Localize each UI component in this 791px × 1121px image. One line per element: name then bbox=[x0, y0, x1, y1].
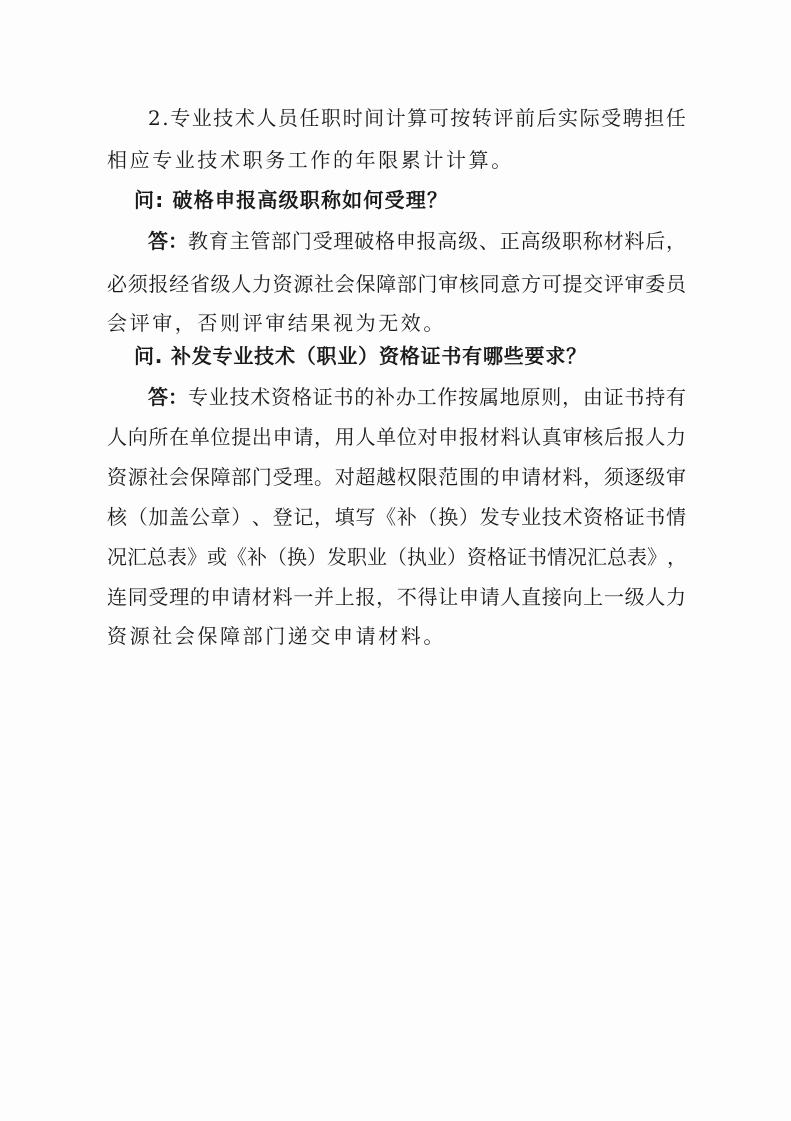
answer-2-line6: 连 同 受 理 的 申 请 材 料 一 并 上 报 ， 不 得 让 申 请 人 直 接 向 上 一 级 人 力 bbox=[107, 585, 686, 609]
answer-1-line3: 会评审，否则评审结果视为无效。 bbox=[107, 311, 446, 335]
answer-2-label: 答： bbox=[148, 385, 188, 409]
answer-2-line3: 资 源 社 会 保 障 部 门 受 理 。 对 超 越 权 限 范 围 的 申 请 材 料 ， 须 逐 级 审 bbox=[107, 465, 686, 489]
answer-2-line1: 专 业 技 术 资 格 证 书 的 补 办 工 作 按 属 地 原 则 ， 由 证 书 持 有 bbox=[188, 385, 686, 409]
answer-2-line7: 资源社会保障部门递交申请材料。 bbox=[107, 624, 446, 648]
answer-1-line2: 必 须 报 经 省 级 人 力 资 源 社 会 保 障 部 门 审 核 同 意 方 可 提 交 评 审 委 员 bbox=[107, 272, 686, 296]
question-2: 问. 补发专业技术（职业）资格证书有哪些要求？ bbox=[134, 344, 587, 368]
answer-2-line1-row bbox=[148, 383, 686, 411]
answer-1-line1: 教 育 主 管 部 门 受 理 破 格 申 报 高 级 、 正 高 级 职 称 材 料 后 ， bbox=[188, 229, 686, 253]
item2-line1: 2 . 专 业 技 术 人 员 任 职 时 间 计 算 可 按 转 评 前 后 实 际 受 聘 担 任 bbox=[148, 106, 686, 130]
answer-1-label: 答： bbox=[148, 229, 188, 253]
item2-line2: 相应专业技术职务工作的年限累计计算。 bbox=[107, 148, 514, 172]
answer-2-line5: 况 汇 总 表 》 或 《 补 （ 换 ） 发 职 业 （ 执 业 ） 资 格 证 书 情 况 汇 总 表 》 ， bbox=[107, 545, 687, 569]
answer-2-line2: 人 向 所 在 单 位 提 出 申 请 ， 用 人 单 位 对 申 报 材 料 认 真 审 核 后 报 人 力 bbox=[107, 425, 686, 449]
question-1: 问: 破格申报高级职称如何受理？ bbox=[134, 188, 449, 212]
answer-1-line1-row bbox=[148, 227, 686, 255]
answer-2-line4: 核 （ 加 盖 公 章 ） 、 登 记 ， 填 写 《 补 （ 换 ） 发 专 业 技 术 资 格 证 书 情 bbox=[107, 505, 686, 529]
